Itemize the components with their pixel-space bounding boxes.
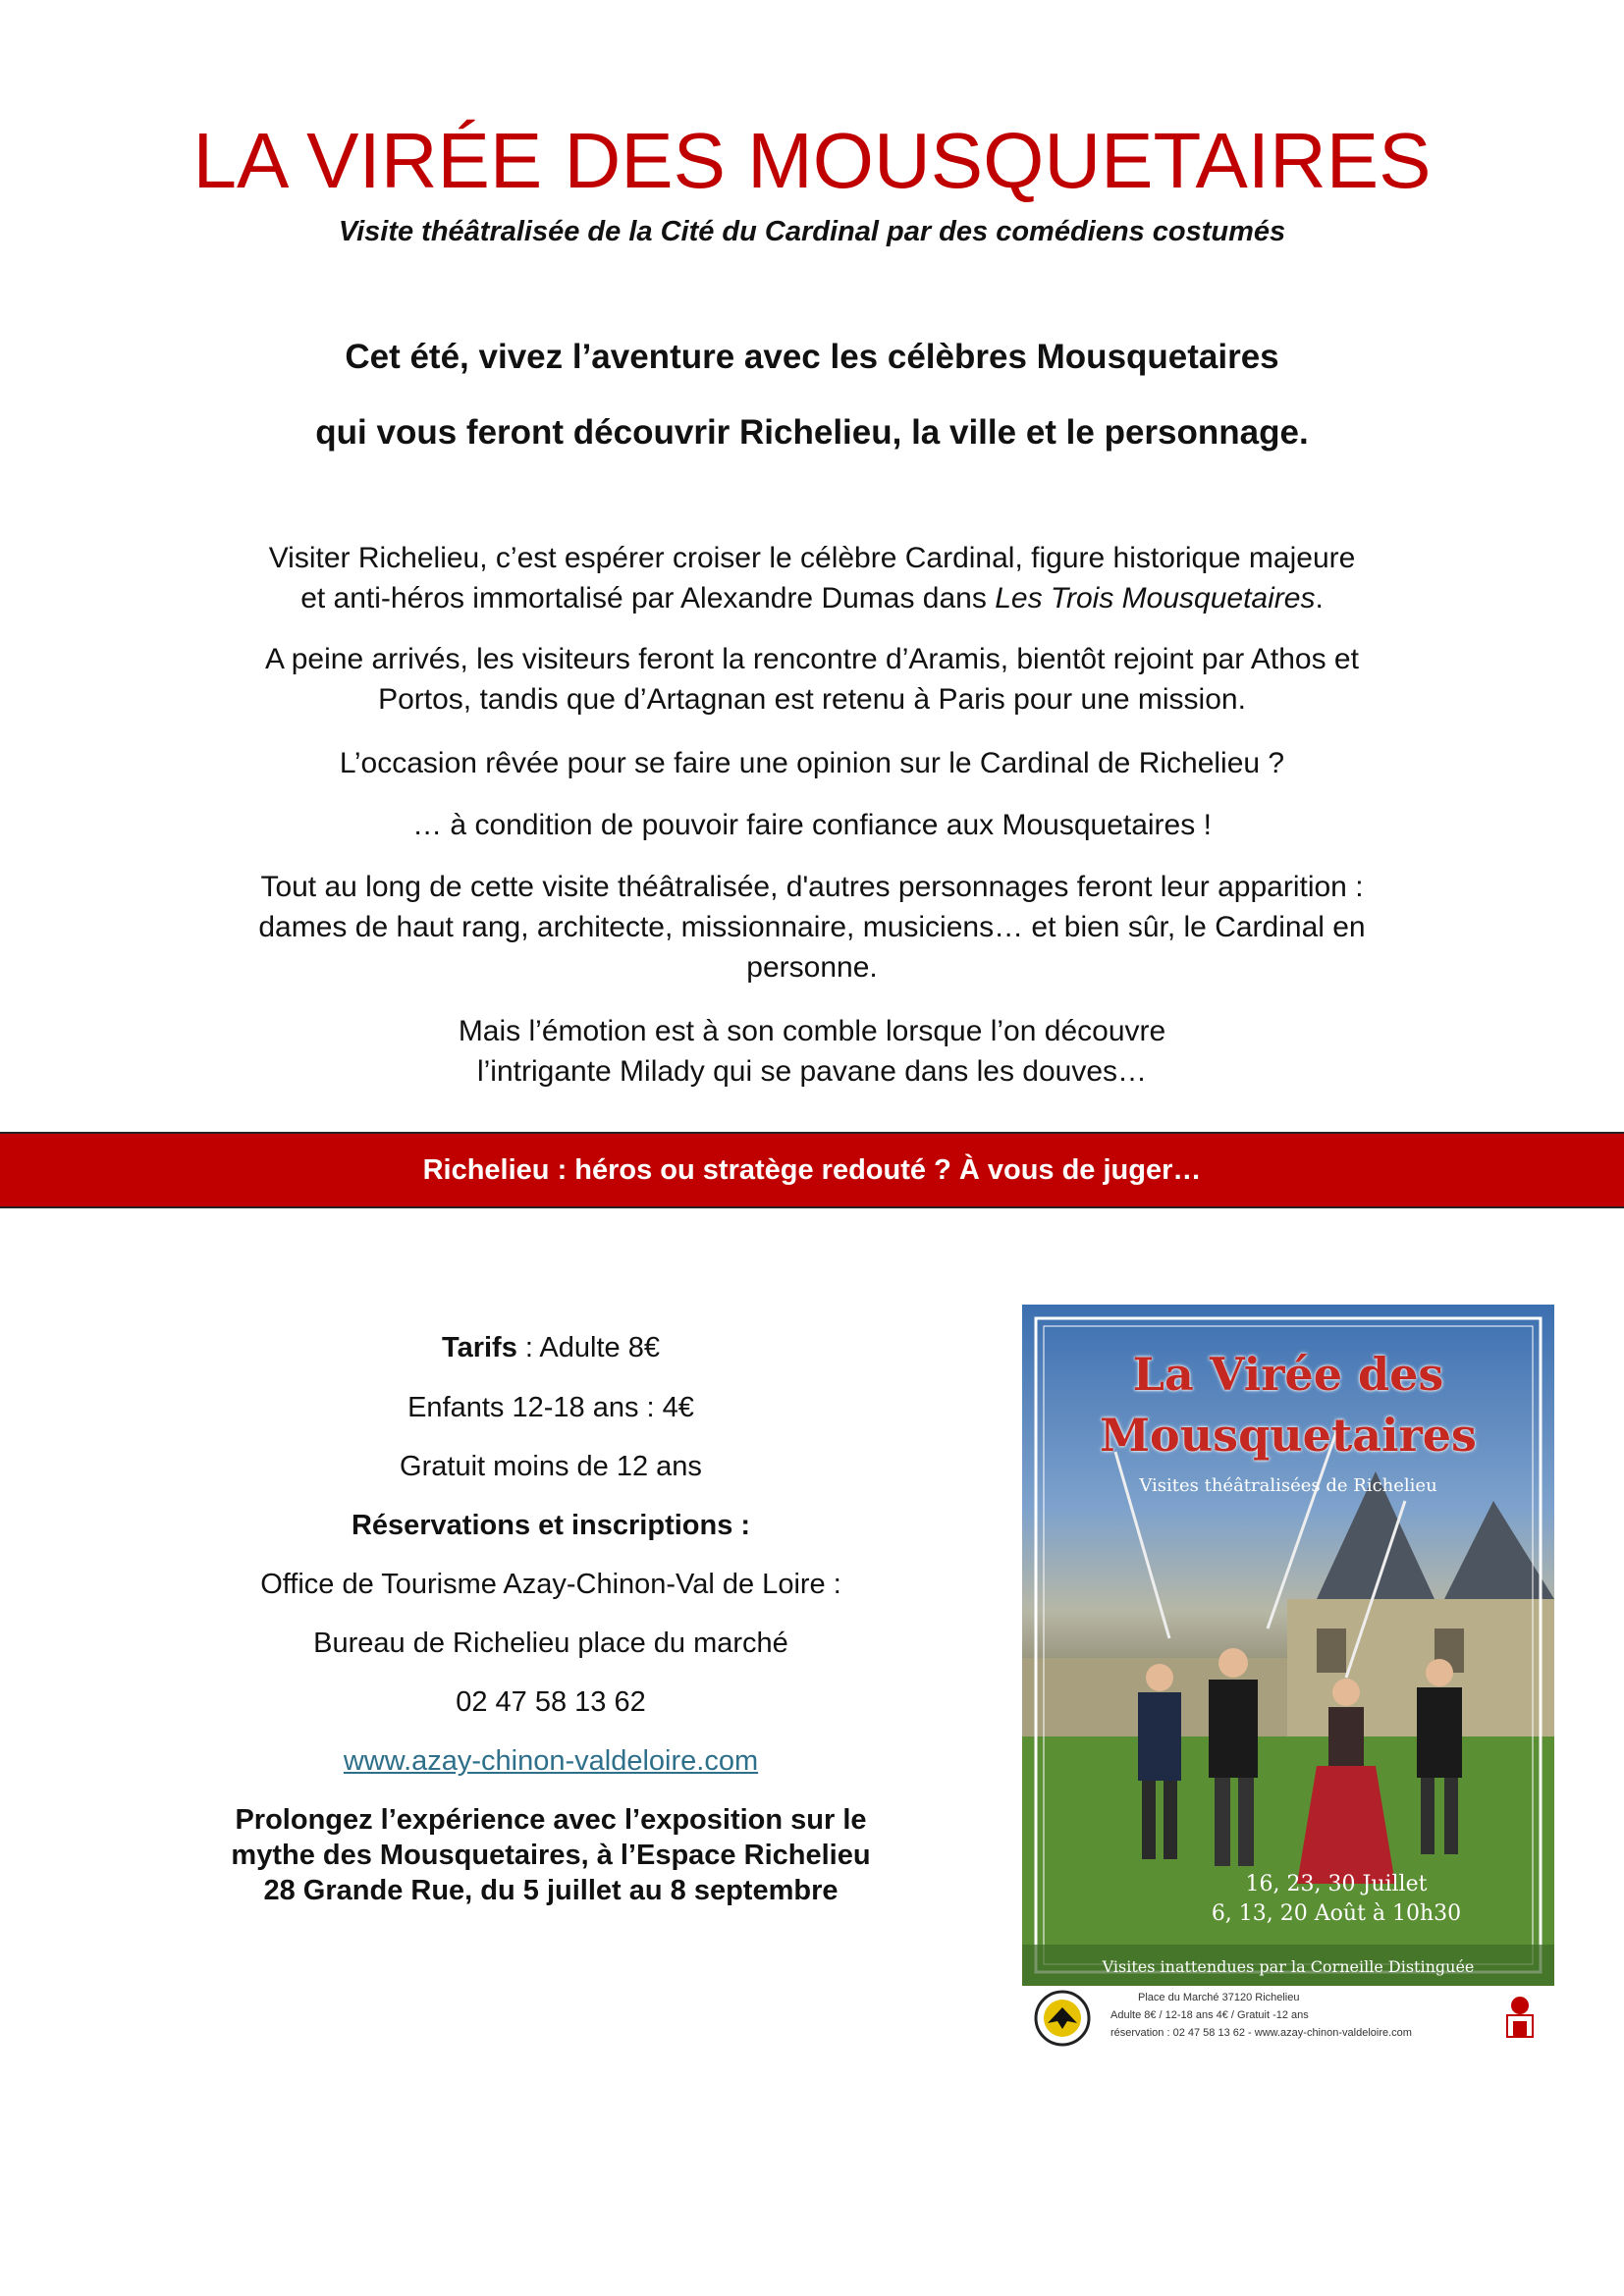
poster-subtitle: Visites théâtralisées de Richelieu — [1139, 1475, 1437, 1496]
paragraph-4: … à condition de pouvoir faire confiance aux Mousquetaires ! — [412, 809, 1212, 841]
paragraph-2-line-2: Portos, tandis que d’Artagnan est retenu à Paris pour une mission. — [378, 683, 1246, 716]
paragraph-5-line-2: dames de haut rang, architecte, missionnaire, musiciens… et bien sûr, le Cardinal en — [258, 911, 1366, 943]
tagline-banner-text: Richelieu : héros ou stratège redouté ? À vous de juger… — [422, 1153, 1202, 1186]
event-poster — [1022, 1305, 1554, 1986]
exhibition-line-3: 28 Grande Rue, du 5 juillet au 8 septembre — [263, 1875, 839, 1906]
exhibition-note — [177, 1802, 925, 1908]
poster-footer-address: Place du Marché 37120 Richelieu — [1138, 1992, 1300, 2003]
tarifs — [177, 1332, 925, 1364]
castle-roof-right — [1444, 1501, 1554, 1599]
exhibition-line-1: Prolongez l’expérience avec l’exposition sur le — [235, 1804, 867, 1836]
tarif-gratuit: Gratuit moins de 12 ans — [400, 1451, 702, 1482]
phone-number: 02 47 58 13 62 — [456, 1686, 646, 1718]
paragraph-5-line-3: personne. — [746, 951, 878, 984]
poster-footer-reservation: réservation : 02 47 58 13 62 - www.azay-chinon-valdeloire.com — [1110, 2027, 1412, 2039]
corneille-logo-icon — [1034, 1990, 1091, 2047]
poster-title-line-1: La Virée des — [1132, 1348, 1444, 1401]
page-subtitle: Visite théâtralisée de la Cité du Cardinal par des comédiens costumés — [338, 216, 1286, 247]
paragraph-6-line-2: l’intrigante Milady qui se pavane dans les douves… — [476, 1055, 1148, 1088]
paragraph-5 — [177, 867, 1447, 988]
reservations-label: Réservations et inscriptions : — [351, 1510, 751, 1541]
paragraph-1-line-2-start: et anti-héros immortalisé par Alexandre Dumas dans — [300, 582, 996, 614]
tagline-banner — [0, 1132, 1624, 1208]
website-link-row — [177, 1745, 925, 1778]
tarifs-label: Tarifs — [442, 1332, 517, 1363]
lead-line-2: qui vous feront découvrir Richelieu, la ville et le personnage. — [315, 413, 1309, 452]
paragraph-1 — [177, 538, 1447, 618]
page-title: LA VIRÉE DES MOUSQUETAIRES — [192, 117, 1432, 204]
poster-title-line-2: Mousquetaires — [1100, 1409, 1477, 1462]
lead-line-1: Cet été, vivez l’aventure avec les célèbres Mousquetaires — [345, 338, 1279, 376]
office-tourisme: Office de Tourisme Azay-Chinon-Val de Loire : — [260, 1569, 841, 1600]
paragraph-6-line-1: Mais l’émotion est à son comble lorsque l’on découvre — [458, 1015, 1166, 1047]
paragraph-2-line-1: A peine arrivés, les visiteurs feront la rencontre d’Aramis, bientôt rejoint par Athos et — [265, 643, 1359, 675]
paragraph-6 — [177, 1011, 1447, 1092]
paragraph-1-line-2-end: . — [1315, 582, 1324, 614]
website-link[interactable]: www.azay-chinon-valdeloire.com — [343, 1745, 759, 1777]
poster-dates-july: 16, 23, 30 Juillet — [1245, 1872, 1428, 1896]
paragraph-3: L’occasion rêvée pour se faire une opinion sur le Cardinal de Richelieu ? — [339, 747, 1285, 779]
exhibition-line-2: mythe des Mousquetaires, à l’Espace Richelieu — [231, 1840, 871, 1871]
bureau-richelieu: Bureau de Richelieu place du marché — [313, 1628, 788, 1659]
poster-footer-prices: Adulte 8€ / 12-18 ans 4€ / Gratuit -12 ans — [1110, 2009, 1309, 2021]
paragraph-1-line-1: Visiter Richelieu, c’est espérer croiser le célèbre Cardinal, figure historique majeure — [268, 542, 1356, 574]
poster-footer — [1022, 1986, 1554, 2049]
poster-dates-august: 6, 13, 20 Août à 10h30 — [1211, 1901, 1462, 1926]
richelieu-logo-icon — [1499, 1992, 1541, 2043]
tarif-enfants: Enfants 12-18 ans : 4€ — [407, 1392, 694, 1423]
book-title: Les Trois Mousquetaires — [995, 582, 1316, 614]
poster-tagline: Visites inattendues par la Corneille Distinguée — [1102, 1957, 1475, 1976]
castle-window — [1317, 1629, 1346, 1673]
paragraph-2 — [177, 639, 1447, 720]
tarifs-value: : Adulte 8€ — [516, 1332, 660, 1363]
paragraph-5-line-1: Tout au long de cette visite théâtralisée, d'autres personnages feront leur apparition : — [260, 871, 1364, 903]
